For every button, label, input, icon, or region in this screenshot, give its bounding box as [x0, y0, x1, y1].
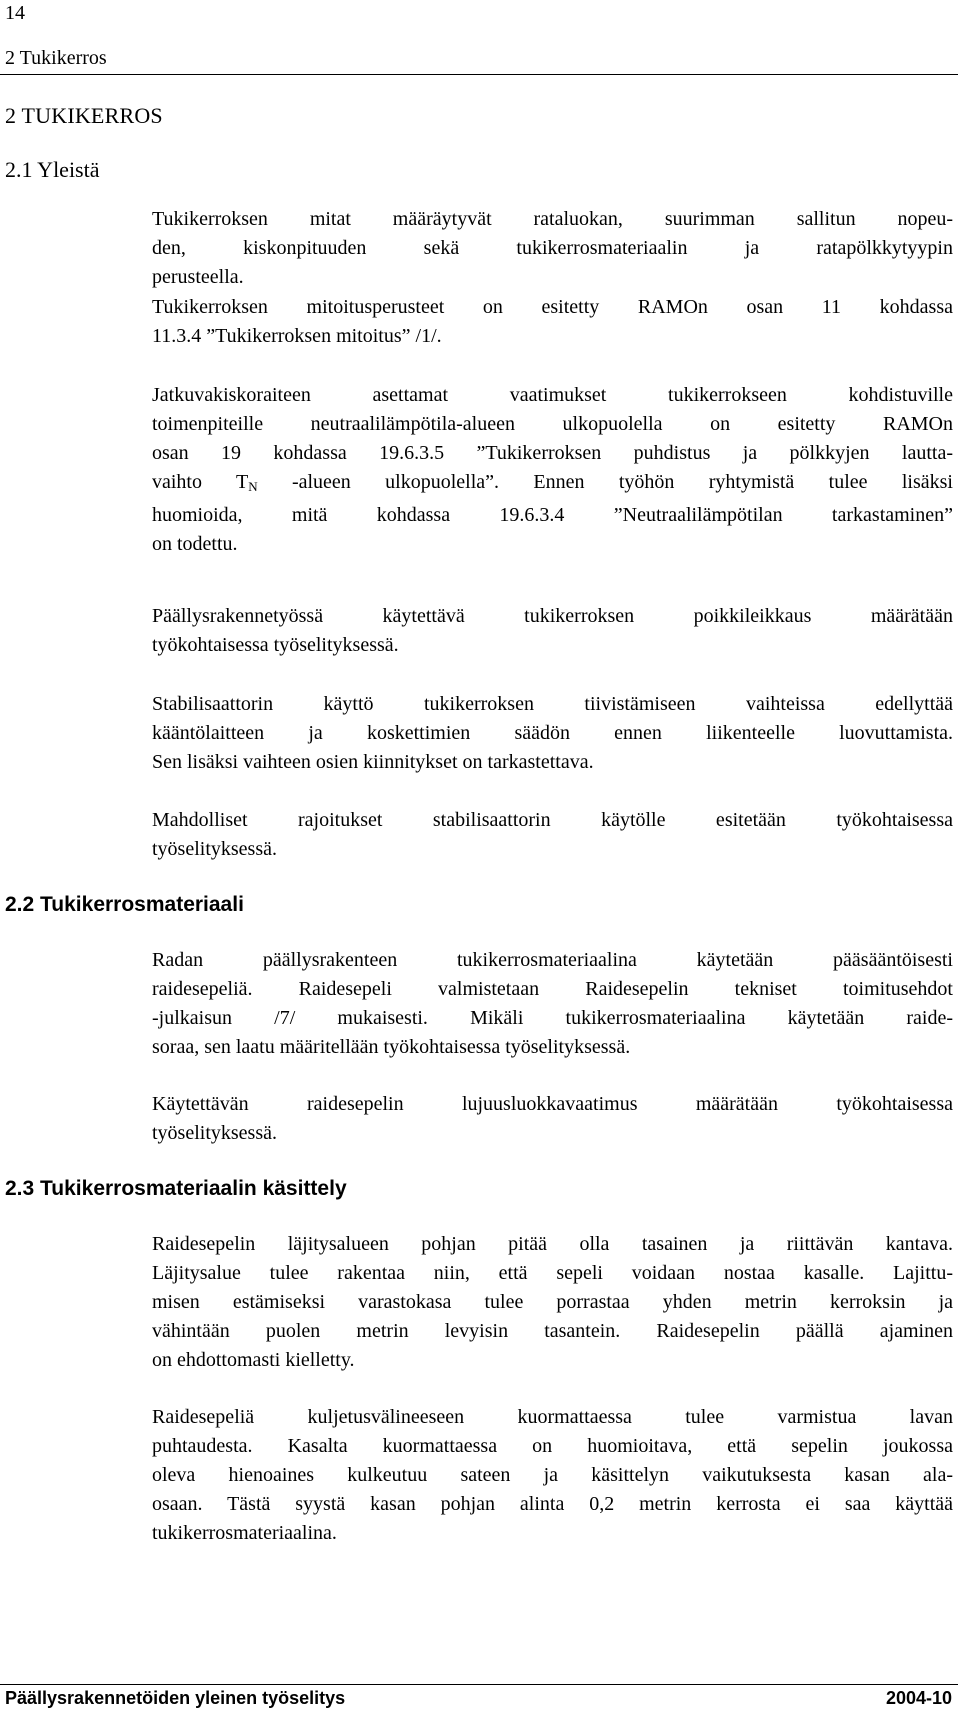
text-line: Jatkuvakiskoraiteen asettamat vaatimukset tukikerrokseen kohdistuville — [152, 384, 953, 406]
paragraph-2-1-2 — [152, 293, 953, 351]
text-line: Stabilisaattorin käyttö tukikerroksen tiivistämiseen vaihteissa edellyttää — [152, 693, 953, 715]
text-line — [152, 468, 953, 501]
footer-title: Päällysrakennetöiden yleinen työselitys — [5, 1688, 346, 1708]
text-line: Tukikerroksen mitoitusperusteet on esitetty RAMOn osan 11 kohdassa — [152, 296, 953, 318]
paragraph-2-3-1 — [152, 1230, 953, 1375]
section-title-2-3: 2.3 Tukikerrosmateriaalin käsittely — [5, 1177, 347, 1200]
page-number: 14 — [5, 2, 25, 24]
text-line: Käytettävän raidesepelin lujuusluokkavaatimus määrätään työkohtaisessa — [152, 1093, 953, 1115]
text-line: Päällysrakennetyössä käytettävä tukikerroksen poikkileikkaus määrätään — [152, 605, 953, 627]
text-line: Tukikerroksen mitat määräytyvät rataluokan, suurimman sallitun nopeu- — [152, 208, 953, 230]
paragraph-2-1-6 — [152, 806, 953, 864]
text-line: raidesepeliä. Raidesepeli valmistetaan Raidesepelin tekniset toimitusehdot — [152, 978, 953, 1000]
text-line: Radan päällysrakenteen tukikerrosmateriaalina käytetään pääsääntöisesti — [152, 949, 953, 971]
text-line: perusteella. — [152, 266, 244, 288]
text-line: Läjitysalue tulee rakentaa niin, että sepeli voidaan nostaa kasalle. Lajittu- — [152, 1262, 953, 1284]
text-line: -julkaisun /7/ mukaisesti. Mikäli tukikerrosmateriaalina käytetään raide- — [152, 1007, 953, 1029]
text-line: Mahdolliset rajoitukset stabilisaattorin käytölle esitetään työkohtaisessa — [152, 809, 953, 831]
paragraph-2-1-3 — [152, 381, 953, 559]
paragraph-2-1-1 — [152, 205, 953, 292]
text-line: kääntölaitteen ja koskettimien säädön ennen liikenteelle luovuttamista. — [152, 722, 953, 744]
text-line: on ehdottomasti kielletty. — [152, 1349, 355, 1371]
subscript: N — [248, 479, 258, 494]
text-line: Raidesepelin läjitysalueen pohjan pitää olla tasainen ja riittävän kantava. — [152, 1233, 953, 1255]
section-title-2-1: 2.1 Yleistä — [5, 157, 100, 182]
text-line: osaan. Tästä syystä kasan pohjan alinta 0,2 metrin kerrosta ei saa käyttää — [152, 1493, 953, 1515]
section-title-2-2: 2.2 Tukikerrosmateriaali — [5, 893, 244, 916]
text-line: vähintään puolen metrin levyisin tasantein. Raidesepelin päällä ajaminen — [152, 1320, 953, 1342]
text-line: on todettu. — [152, 533, 238, 555]
chapter-title: 2 TUKIKERROS — [5, 103, 163, 128]
text-line: den, kiskonpituuden sekä tukikerrosmateriaalin ja ratapölkkytyypin — [152, 237, 953, 259]
text-line: toimenpiteille neutraalilämpötila-alueen ulkopuolella on esitetty RAMOn — [152, 413, 953, 435]
text-line: työselityksessä. — [152, 838, 277, 860]
footer-rule — [0, 1684, 958, 1685]
text-line: huomioida, mitä kohdassa 19.6.3.4 ”Neutraalilämpötilan tarkastaminen” — [152, 504, 953, 526]
paragraph-2-1-4 — [152, 602, 953, 660]
paragraph-2-1-5 — [152, 690, 953, 777]
footer-date: 2004-10 — [885, 1688, 952, 1708]
text-line: soraa, sen laatu määritellään työkohtaisessa työselityksessä. — [152, 1036, 631, 1058]
header-rule — [0, 74, 958, 75]
text-line: Sen lisäksi vaihteen osien kiinnitykset on tarkastettava. — [152, 751, 594, 773]
text-fragment: vaihto T — [152, 471, 249, 493]
text-line: työkohtaisessa työselityksessä. — [152, 634, 399, 656]
text-line: työselityksessä. — [152, 1122, 277, 1144]
text-line: 11.3.4 ”Tukikerroksen mitoitus” /1/. — [152, 325, 442, 347]
running-header: 2 Tukikerros — [5, 47, 107, 69]
text-line: oleva hienoaines kulkeutuu sateen ja käsittelyn vaikutuksesta kasan ala- — [152, 1464, 953, 1486]
text-line: misen estämiseksi varastokasa tulee porrastaa yhden metrin kerroksin ja — [152, 1291, 953, 1313]
paragraph-2-2-1 — [152, 946, 953, 1062]
text-fragment: -alueen ulkopuolella”. Ennen työhön ryhtymistä tulee lisäksi — [257, 471, 953, 493]
text-line: osan 19 kohdassa 19.6.3.5 ”Tukikerroksen puhdistus ja pölkkyjen lautta- — [152, 442, 953, 464]
paragraph-2-2-2 — [152, 1090, 953, 1148]
text-line: tukikerrosmateriaalina. — [152, 1522, 337, 1544]
paragraph-2-3-2 — [152, 1403, 953, 1548]
text-line: Raidesepeliä kuljetusvälineeseen kuormattaessa tulee varmistua lavan — [152, 1406, 953, 1428]
text-line: puhtaudesta. Kasalta kuormattaessa on huomioitava, että sepelin joukossa — [152, 1435, 953, 1457]
